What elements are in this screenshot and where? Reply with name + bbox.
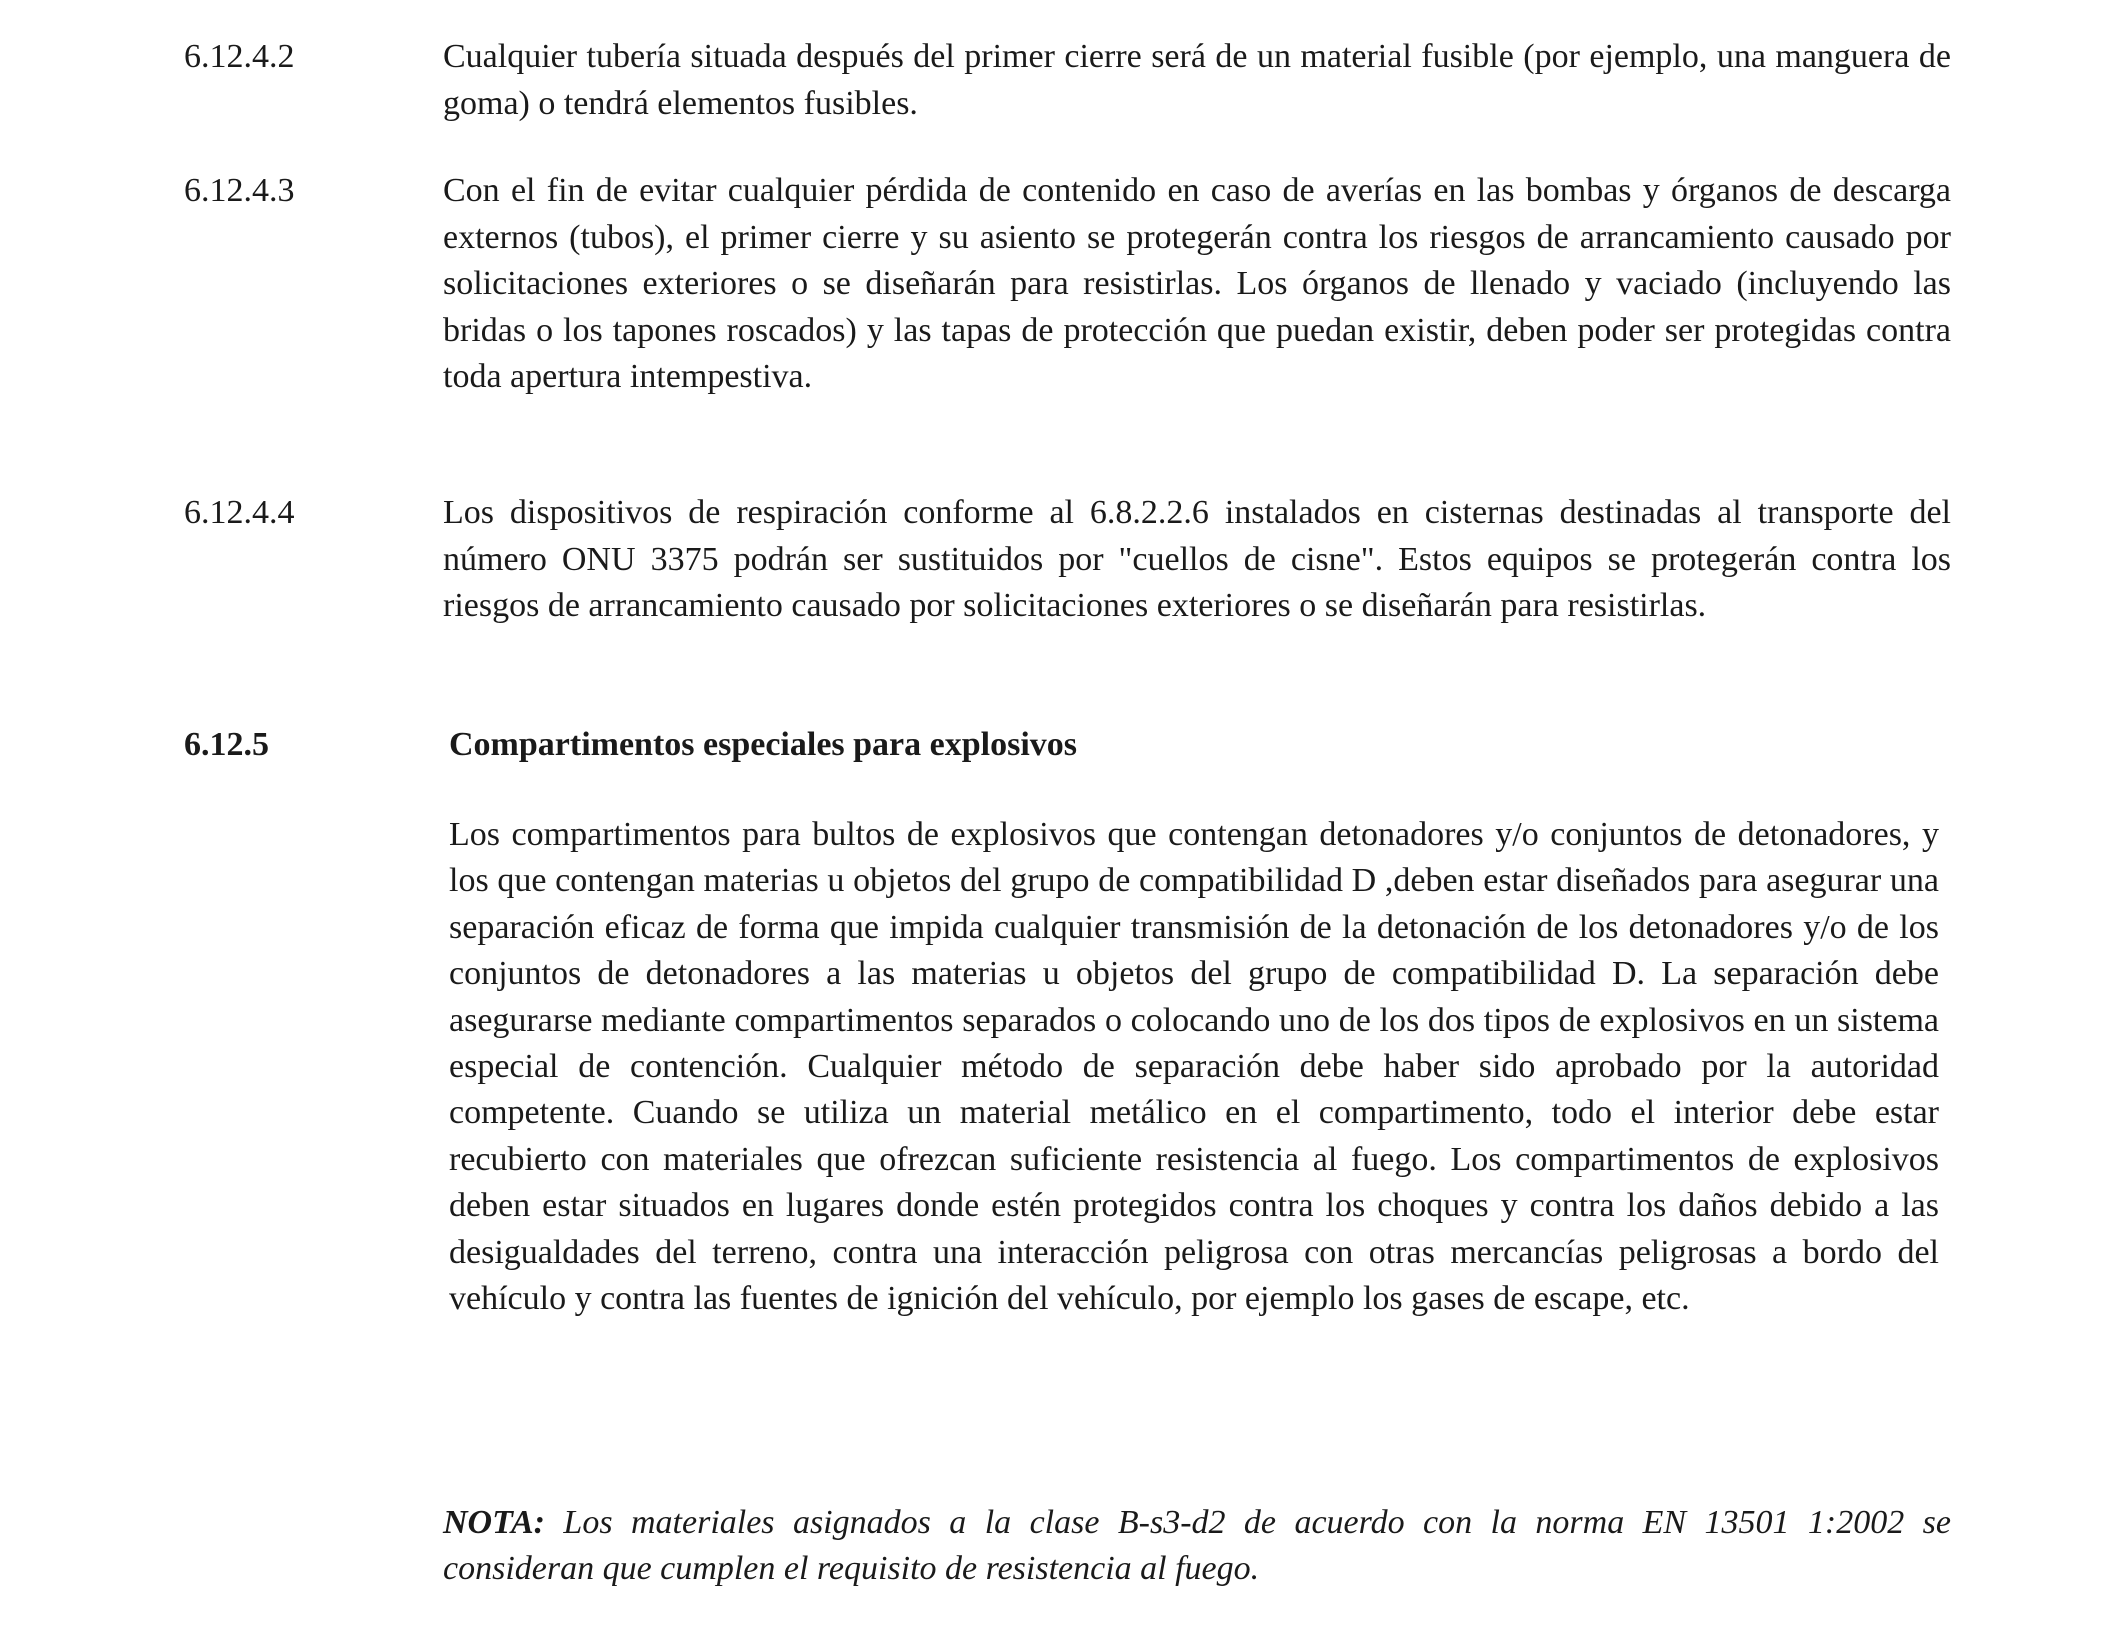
section-number: 6.12.5 xyxy=(184,726,269,763)
section-number: 6.12.4.2 xyxy=(184,38,295,75)
section-paragraph: Cualquier tubería situada después del primer cierre será de un material fusible (por ejemplo, una manguera de goma) o tendrá elementos fusibles. xyxy=(443,38,1951,122)
section-paragraph: Los dispositivos de respiración conforme al 6.8.2.2.6 instalados en cisternas destinadas al transporte del número ONU 3375 podrán ser sustituidos por "cuellos de cisne". Estos equipos se protegerán contra los riesgos de arrancamiento causado por solicitaciones exteriores o se diseñarán para resistirlas. xyxy=(443,494,1951,624)
section-heading: Compartimentos especiales para explosivos xyxy=(449,726,1078,763)
note xyxy=(443,1500,1951,1592)
section-paragraph: Los compartimentos para bultos de explosivos que contengan detonadores y/o conjuntos de detonadores, y los que contengan materias u objetos del grupo de compatibilidad D ,deben estar diseñados para asegurar una separación eficaz de forma que impida cualquier transmisión de la detonación de los detonadores y/o de los conjuntos de detonadores a las materias u objetos del grupo de compatibilidad D. La separación debe asegurarse mediante compartimentos separados o colocando uno de los dos tipos de explosivos en un sistema especial de contención. Cualquier método de separación debe haber sido aprobado por la autoridad competente. Cuando se utiliza un material metálico en el compartimento, todo el interior debe estar recubierto con materiales que ofrezcan suficiente resistencia al fuego. Los compartimentos de explosivos deben estar situados en lugares donde estén protegidos contra los choques y contra los daños debido a las desigualdades del terreno, contra una interacción peligrosa con otras mercancías peligrosas a bordo del vehículo y contra las fuentes de ignición del vehículo, por ejemplo los gases de escape, etc. xyxy=(449,816,1939,1318)
note-text: Los materiales asignados a la clase B-s3-d2 de acuerdo con la norma EN 13501 1:2002 se consideran que cumplen el requisito de resistencia al fuego. xyxy=(443,1504,1951,1587)
note-label: NOTA: xyxy=(443,1504,545,1541)
section-paragraph: Con el fin de evitar cualquier pérdida de contenido en caso de averías en las bombas y órganos de descarga externos (tubos), el primer cierre y su asiento se protegerán contra los riesgos de arrancamiento causado por solicitaciones exteriores o se diseñarán para resistirlas. Los órganos de llenado y vaciado (incluyendo las bridas o los tapones roscados) y las tapas de protección que puedan existir, deben poder ser protegidas contra toda apertura intempestiva. xyxy=(443,172,1951,395)
section-number: 6.12.4.3 xyxy=(184,172,295,209)
section-number: 6.12.4.4 xyxy=(184,494,295,531)
